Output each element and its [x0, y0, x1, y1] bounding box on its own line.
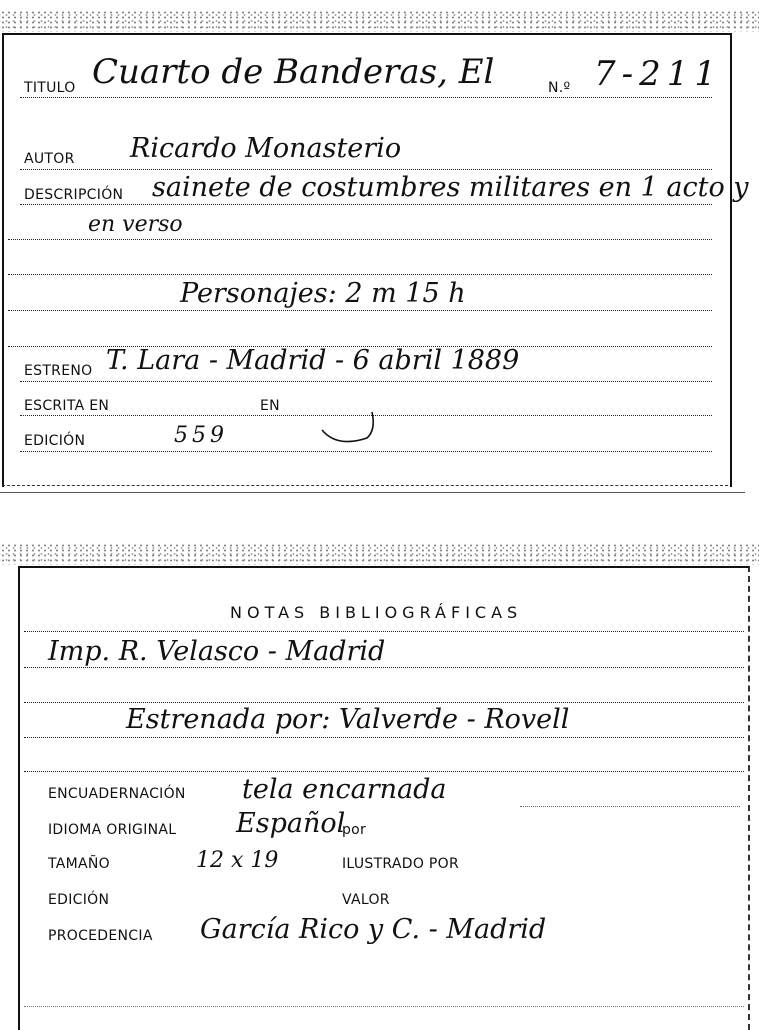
- personajes-note: Personajes: 2 m 15 h: [180, 278, 466, 309]
- autor-label: AUTOR: [24, 151, 75, 167]
- idioma-value: Español: [236, 808, 346, 839]
- rule-descripcion: [20, 204, 712, 205]
- notas-heading: NOTAS BIBLIOGRÁFICAS: [230, 603, 523, 622]
- descripcion-line-1: sainete de costumbres militares en 1 acto y: [152, 172, 749, 203]
- procedencia-value: García Rico y C. - Madrid: [200, 914, 547, 945]
- rule-notas-3: [24, 702, 744, 703]
- autor-value: Ricardo Monasterio: [130, 133, 402, 164]
- rule-notas-5: [24, 771, 744, 772]
- rule-notas-1: [24, 631, 744, 632]
- numero-value: 7-211: [594, 54, 723, 94]
- valor-label: VALOR: [342, 892, 390, 908]
- rule-titulo: [20, 97, 712, 98]
- rule-lower-1: [520, 806, 740, 807]
- rule-lower-2: [24, 1006, 744, 1007]
- por-label: por: [342, 822, 367, 838]
- card-2-top-speckle: [0, 543, 759, 565]
- escrita-en-label: ESCRITA EN: [24, 398, 110, 414]
- card-1-shadow-edge: [0, 492, 745, 493]
- card-top-speckle: [0, 10, 759, 32]
- rule-edicion: [20, 451, 712, 452]
- rule-notas-4: [24, 737, 744, 738]
- edicion-value: 559: [174, 423, 228, 448]
- rule-desc-4: [8, 310, 712, 311]
- edicion-label: EDICIÓN: [24, 433, 86, 449]
- rule-desc-2: [8, 239, 712, 240]
- rule-estreno: [20, 381, 712, 382]
- rule-desc-3: [8, 274, 712, 275]
- descripcion-line-2: en verso: [88, 212, 183, 237]
- titulo-label: TITULO: [24, 80, 76, 96]
- nota-1: Imp. R. Velasco - Madrid: [48, 636, 386, 667]
- estreno-value: T. Lara - Madrid - 6 abril 1889: [106, 345, 520, 376]
- titulo-value: Cuarto de Banderas, El: [92, 52, 495, 92]
- numero-label: N.º: [548, 80, 571, 96]
- procedencia-label: PROCEDENCIA: [48, 928, 153, 944]
- idioma-label: IDIOMA ORIGINAL: [48, 822, 177, 838]
- en-label: EN: [260, 398, 280, 414]
- tamano-label: TAMAÑO: [48, 856, 110, 872]
- ink-circle-mark: [312, 400, 382, 450]
- tamano-value: 12 x 19: [196, 848, 279, 873]
- descripcion-label: DESCRIPCIÓN: [24, 187, 124, 203]
- estreno-label: ESTRENO: [24, 363, 93, 379]
- encuadernacion-value: tela encarnada: [242, 774, 447, 805]
- rule-notas-2: [24, 667, 744, 668]
- nota-2: Estrenada por: Valverde - Rovell: [126, 704, 570, 735]
- encuadernacion-label: ENCUADERNACIÓN: [48, 786, 186, 802]
- edicion-2-label: EDICIÓN: [48, 892, 110, 908]
- rule-autor: [20, 169, 712, 170]
- card-1-bottom-edge: [2, 485, 728, 486]
- ilustrado-label: ILUSTRADO POR: [342, 856, 459, 872]
